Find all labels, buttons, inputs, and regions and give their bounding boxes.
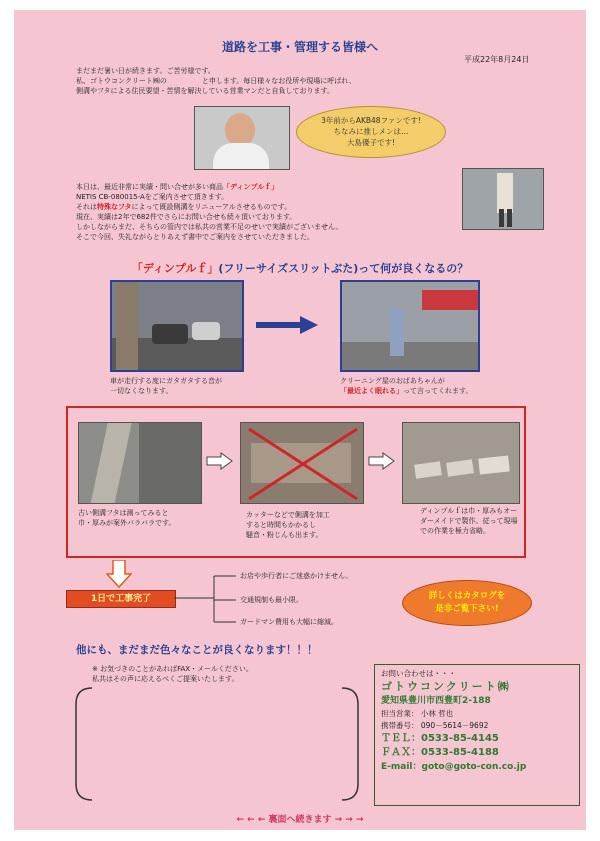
caption-after (340, 376, 520, 396)
bubble-line: 3年前からAKB48ファンです! (321, 116, 421, 125)
body-line (76, 202, 496, 212)
company-address: 愛知県豊川市西豊町2-188 (381, 696, 491, 706)
note-line: 私共はその声に応えるべくご提案いたします。 (92, 675, 239, 683)
body-text: 本日は、最近非常に実績・問い合せが多い商品 (76, 183, 223, 191)
intro-line: まだまだ暑い日が続きます。ご苦労様です。 (76, 67, 215, 75)
flyer-title: 道路を工事・管理する皆様へ (221, 40, 378, 54)
benefit-1: お店や歩行者にご迷惑かけません。 (240, 572, 353, 580)
blank-bracket-area (72, 686, 362, 802)
grandma-street-photo (340, 280, 480, 372)
tel-number[interactable]: ＴＥＬ：0533-85-4145 (381, 733, 499, 744)
body-line: 現在、実績は2年で682件でさらにお問い合せも続々頂いております。 (76, 213, 297, 221)
cutter-photo (240, 422, 364, 504)
caption-highlight: 「最近よく眠れる」 (340, 387, 403, 395)
note-line: ※ お気づきのことがあればFAX・メールください。 (92, 665, 253, 673)
branch-lines (174, 570, 240, 628)
highlight-text: 特殊なフタ (97, 203, 132, 211)
new-cover-photo (402, 422, 520, 504)
section-heading (14, 260, 586, 276)
caption-line: 車が走行する度にガタガタする音が (110, 377, 222, 385)
caption-line (340, 386, 520, 396)
flyer-page (14, 10, 586, 830)
caption-text: って言ってくれます。 (403, 387, 473, 395)
heading-text: (フリーサイズスリットぶた)って何が良くなるの？ (218, 262, 469, 275)
caption-line: 古い側溝フタは測ってみると (78, 509, 169, 517)
more-benefits-heading: 他にも、まだまだ色々なことが良くなります！！！ (76, 644, 318, 656)
caption-line: クリーニング屋のおばあちゃんが (340, 377, 445, 385)
caption-new (420, 506, 524, 536)
bubble-line: ちなみに推しメンは… (333, 127, 409, 136)
flyer-date: 平成22年8月24日 (464, 55, 530, 64)
caption-line: ダーメイドで製作。従って現場 (420, 517, 518, 525)
product-intro (76, 182, 496, 242)
speech-bubble (296, 106, 446, 158)
benefit-3: ガードマン費用も大幅に縮減。 (240, 618, 338, 626)
catalog-callout (402, 580, 532, 626)
contact-heading: お問い合わせは・・・ (381, 669, 456, 678)
bracket-lines (72, 686, 362, 802)
intro-text (76, 66, 456, 96)
email-address[interactable]: E-mail：goto@goto-con.co.jp (381, 762, 527, 772)
intro-line: 私、ゴトウコンクリート㈱の と申します。毎日様々なお役所や現場に呼ばれ、 (76, 77, 356, 85)
mobile-number: 携帯番号： 090－5614－9692 (381, 721, 489, 730)
outline-arrow-icon (368, 452, 396, 470)
body-line: NETIS CB-080015-Aをご案内させて頂きます。 (76, 193, 229, 201)
caption-line: 騒音・粉じんも出ます。 (246, 531, 323, 539)
bubble-line: 大島優子です! (346, 138, 395, 147)
cross-icon (241, 423, 364, 504)
product-name: 「ディンプルｆ」 (223, 183, 279, 191)
old-cover-photo (78, 422, 202, 504)
feedback-note (92, 664, 253, 684)
caption-line: すると時間もかかるし (246, 521, 316, 529)
caption-line: ディンプルｆは巾・厚みもオー (420, 507, 518, 515)
intro-line: 側溝やフタによる住民要望・苦情を解決している営業マンだと自負しております。 (76, 87, 334, 95)
caption-line: 巾・厚みが案外バラバラです。 (78, 519, 176, 527)
caption-before (110, 376, 260, 396)
heading-product: 「ディンプルｆ」 (131, 262, 219, 275)
continued-on-back: ← ← ← 裏面へ続きます → → → (236, 815, 364, 825)
body-line (76, 182, 496, 192)
benefit-2: 交通規制も最小限。 (240, 596, 303, 604)
caption-line: 一切なくなります。 (110, 387, 173, 395)
arrow-right-icon (256, 316, 320, 334)
sales-staff: 担当営業： 小林 哲也 (381, 709, 454, 718)
body-text: によって既設側溝をリニューアルさせるものです。 (131, 203, 292, 211)
car-street-photo (110, 280, 244, 372)
body-line: そこで今回、失礼ながらとりあえず書中でご案内をさせていただきました。 (76, 233, 314, 241)
salesman-photo (194, 106, 290, 170)
company-name: ゴトウコンクリート㈱ (381, 680, 511, 693)
caption-cutter (246, 510, 366, 540)
callout-line: 詳しくはカタログを (428, 591, 506, 601)
outline-arrow-icon (206, 452, 234, 470)
caption-old (78, 508, 208, 528)
contact-box (374, 664, 580, 806)
one-day-badge: 1日で工事完了 (66, 590, 176, 608)
body-text: それは (76, 203, 97, 211)
body-line: しかしながらまだ、そちらの管内では私共の営業不足のせいで実績がございません。 (76, 223, 343, 231)
fax-number[interactable]: ＦＡＸ：0533-85-4188 (381, 747, 499, 758)
caption-line: での作業を極力省略。 (420, 527, 490, 535)
caption-line: カッターなどで側溝を加工 (246, 511, 330, 519)
callout-line: 是非ご覧下さい! (435, 604, 499, 614)
down-arrow-icon (106, 560, 132, 588)
